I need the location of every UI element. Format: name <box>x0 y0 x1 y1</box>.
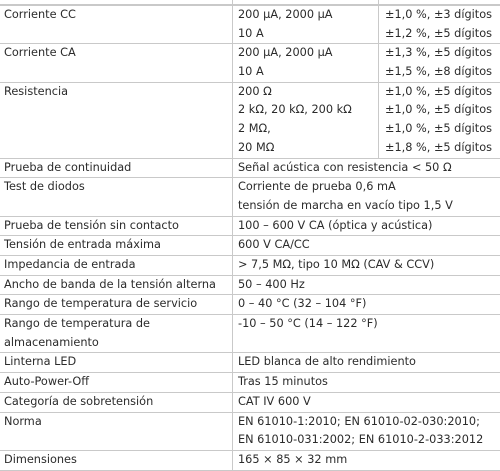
spec-value-line: 10 A <box>238 65 264 79</box>
spec-label-line: Prueba de continuidad <box>4 160 132 174</box>
accuracy-cell <box>378 44 492 81</box>
spec-value <box>238 451 347 470</box>
spec-label-line: Corriente CA <box>4 46 76 60</box>
table-row <box>0 178 500 216</box>
spec-label-line: Dimensiones <box>4 452 77 466</box>
spec-value-line: 165 × 85 × 32 mm <box>238 452 348 466</box>
spec-label <box>4 256 232 275</box>
spec-label <box>4 315 232 352</box>
spec-label <box>4 44 232 63</box>
accuracy-cell-line: ±1,0 %, ±5 dígitos <box>385 122 493 136</box>
column-divider <box>232 276 233 295</box>
column-divider <box>232 451 233 470</box>
spec-label-line: Tensión de entrada máxima <box>4 238 161 252</box>
spec-value <box>238 315 378 334</box>
accuracy-cell-line: ±1,0 %, ±5 dígitos <box>385 103 493 117</box>
spec-value <box>238 393 311 412</box>
accuracy-cell <box>378 83 492 158</box>
spec-label <box>4 276 232 295</box>
table-row <box>0 393 500 413</box>
spec-value-line: Corriente de prueba 0,6 mA <box>238 180 396 194</box>
spec-value <box>238 276 305 295</box>
table-row <box>0 44 500 82</box>
accuracy-cell <box>378 6 492 43</box>
spec-value <box>238 373 328 392</box>
column-divider <box>232 6 233 43</box>
spec-value-line: tensión de marcha en vacío tipo 1,5 V <box>238 198 453 212</box>
table-row <box>0 413 500 451</box>
spec-label-line: Resistencia <box>4 84 69 98</box>
spec-value-line: 600 V CA/CC <box>238 238 310 252</box>
spec-label <box>4 373 232 392</box>
spec-value-line: > 7,5 MΩ, tipo 10 MΩ (CAV & CCV) <box>238 258 435 272</box>
accuracy-cell-line: ±1,0 %, ±5 dígitos <box>385 84 493 98</box>
table-row <box>0 295 500 315</box>
spec-label <box>4 236 232 255</box>
column-divider <box>232 44 233 81</box>
table-row <box>0 353 500 373</box>
spec-value <box>238 217 432 236</box>
spec-label-line: Ancho de banda de la tensión alterna <box>4 277 216 291</box>
table-row <box>0 256 500 276</box>
spec-value <box>238 159 452 178</box>
spec-value-line: 0 – 40 °C (32 – 104 °F) <box>238 297 367 311</box>
spec-label <box>4 6 232 25</box>
spec-value-line: 200 µA, 2000 µA <box>238 8 333 21</box>
column-divider <box>232 159 233 178</box>
spec-label <box>4 413 232 432</box>
spec-value <box>238 44 333 81</box>
column-divider <box>232 256 233 275</box>
spec-label-line: Test de diodos <box>4 180 85 194</box>
table-row <box>0 315 500 353</box>
column-divider <box>232 217 233 236</box>
column-divider <box>232 393 233 412</box>
spec-label <box>4 159 232 178</box>
column-divider <box>232 373 233 392</box>
table-row <box>0 451 500 471</box>
accuracy-cell <box>378 0 385 4</box>
table-row <box>0 276 500 296</box>
spec-value-line: 10 A <box>238 26 264 40</box>
spec-value <box>238 256 434 275</box>
spec-value-line: EN 61010-1:2010; EN 61010-02-030:2010; <box>238 414 480 428</box>
column-divider <box>232 315 233 352</box>
spec-value-line: 100 – 600 V CA (óptica y acústica) <box>238 218 433 232</box>
spec-value-line: 2 kΩ, 20 kΩ, 200 kΩ <box>238 103 352 117</box>
spec-label <box>4 353 232 372</box>
spec-label <box>4 295 232 314</box>
accuracy-cell-line: ±1,8 %, ±5 dígitos <box>385 140 493 154</box>
spec-value-line: Señal acústica con resistencia < 50 Ω <box>238 160 452 174</box>
spec-label <box>4 393 232 412</box>
accuracy-cell-line: ±1,3 %, ±5 dígitos <box>385 46 493 60</box>
spec-label-line: Auto-Power-Off <box>4 375 90 389</box>
table-row <box>0 236 500 256</box>
spec-value <box>238 353 416 372</box>
column-divider <box>232 0 233 4</box>
spec-value <box>238 413 483 450</box>
spec-label <box>4 178 232 197</box>
spec-label-line: Rango de temperatura de <box>4 317 151 331</box>
spec-label-line: Norma <box>4 414 42 428</box>
accuracy-cell-line: ±1,2 %, ±5 dígitos <box>385 26 493 40</box>
spec-label-line: Prueba de tensión sin contacto <box>4 218 179 232</box>
spec-label <box>4 83 232 102</box>
spec-value-line: 200 µA, 2000 µA <box>238 46 333 60</box>
table-row <box>0 159 500 179</box>
spec-label-line: almacenamiento <box>4 335 99 349</box>
spec-value-line: EN 61010-031:2002; EN 61010-2-033:2012 <box>238 433 484 447</box>
spec-value-line: 50 – 400 Hz <box>238 277 305 291</box>
column-divider <box>232 236 233 255</box>
spec-value-line: CAT IV 600 V <box>238 394 311 408</box>
spec-label-line: Impedancia de entrada <box>4 258 136 272</box>
spec-value <box>238 83 352 158</box>
spec-label-line: Corriente CC <box>4 8 76 21</box>
spec-value-line: 2 MΩ, <box>238 122 271 136</box>
spec-label-line: Categoría de sobretensión <box>4 394 154 408</box>
spec-label-line: Rango de temperatura de servicio <box>4 297 198 311</box>
column-divider <box>232 353 233 372</box>
spec-label <box>4 217 232 236</box>
spec-label-line: Linterna LED <box>4 355 77 369</box>
table-row <box>0 83 500 159</box>
table-row <box>0 5 500 44</box>
column-divider <box>232 295 233 314</box>
column-divider <box>232 83 233 158</box>
spec-value-line: 20 MΩ <box>238 140 275 154</box>
table-row <box>0 217 500 237</box>
column-divider <box>232 413 233 450</box>
table-row <box>0 373 500 393</box>
spec-value-line: 200 Ω <box>238 84 272 98</box>
spec-value <box>238 178 453 215</box>
spec-value <box>238 295 366 314</box>
accuracy-cell-line: ±1,0 %, ±3 dígitos <box>385 8 493 21</box>
spec-label <box>4 451 232 470</box>
spec-value <box>238 236 310 255</box>
spec-value-line: LED blanca de alto rendimiento <box>238 355 416 369</box>
accuracy-cell-line: ±1,5 %, ±8 dígitos <box>385 65 493 79</box>
column-divider <box>232 178 233 215</box>
spec-value <box>238 6 333 43</box>
spec-value-line: -10 – 50 °C (14 – 122 °F) <box>238 317 378 331</box>
spec-value-line: Tras 15 minutos <box>238 375 328 389</box>
